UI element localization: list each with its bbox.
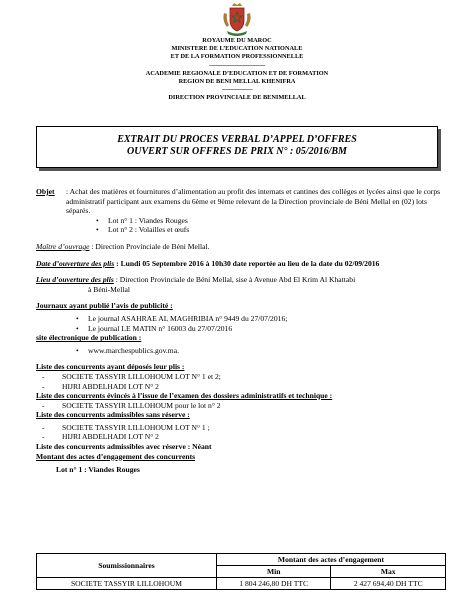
journaux-label: Journaux ayant publié l’avis de publicité :	[36, 301, 173, 311]
list-item: • Lot n° 1 : Viandes Rouges	[96, 216, 444, 226]
lieu-ouverture-text-2: à Béni-Mellal	[88, 284, 130, 294]
lieu-ouverture	[36, 275, 444, 285]
maitre-ouvrage	[36, 242, 444, 252]
header-formation: ET DE LA FORMATION PROFESSIONNELLE	[170, 53, 304, 61]
lieu-ouverture-text: : Direction Provinciale de Béni Mellal, sise à Avenue Abd El Krim Al Khattabi	[113, 275, 356, 285]
amounts-table	[36, 553, 446, 590]
ministry-header	[0, 37, 474, 103]
date-ouverture-text: : Lundi 05 Septembre 2016 à 10h30 date reportée au lieu de la date du 02/09/2016	[114, 258, 380, 268]
document-title-box	[36, 126, 438, 168]
evinces-label: Liste des concurrents évincés à l’issue de l’examen des dossiers administratifs et technique :	[36, 391, 333, 401]
lieu-ouverture-label: Lieu d’ouverture des plis	[36, 275, 114, 285]
objet-section	[36, 187, 444, 216]
site-link[interactable]: • www.marchespublics.gov.ma.	[76, 346, 444, 356]
document-body	[36, 187, 444, 475]
list-item: - HIJRI ABDELHADI LOT N° 2	[42, 382, 444, 392]
maitre-ouvrage-text: : Direction Provinciale de Béni Mellal.	[89, 241, 210, 251]
site-list	[76, 346, 444, 356]
col-montant: Montant des actes d’engagement	[216, 554, 445, 566]
header-region: REGION DE BENI MELLAL KHENIFRA	[178, 78, 296, 86]
col-max: Max	[331, 566, 446, 578]
cell-min: 1 804 246,80 DH TTC	[216, 578, 331, 590]
list-item: • Le journal LE MATIN n° 16003 du 27/07/2016	[76, 324, 444, 334]
concurrents-deposes-list	[42, 372, 444, 391]
list-item: • Lot n° 2 : Volailles et œufs	[96, 225, 444, 235]
sans-reserve-label: Liste des concurrents admissibles sans réserve :	[36, 410, 190, 420]
table-header-row	[37, 554, 446, 566]
concurrents-deposes-label: Liste des concurrents ayant déposés leur plis :	[36, 362, 185, 372]
header-kingdom: ROYAUME DU MAROC	[202, 37, 272, 44]
evinces-list	[42, 401, 444, 411]
montant-label: Montant des actes d’engagement des concurrents	[36, 451, 196, 461]
objet-text: : Achat des matières et fournitures d’alimentation au profit des internats et cantines des collèges et lycées ainsi que le corps administratif participant aux examens du 6ème et 9ème relevant de la Direction provinciale de Béni Mellal en (02) lots séparés.	[66, 187, 441, 216]
col-min: Min	[216, 566, 331, 578]
list-item: - SOCIETE TASSYIR LILLOHOUM LOT N° 1 ;	[42, 423, 444, 433]
document-title-line1: EXTRAIT DU PROCES VERBAL D’APPEL D’OFFRES	[117, 134, 357, 145]
avec-reserve-label: Liste des concurrents admissibles avec réserve : Néant	[36, 442, 212, 452]
royal-emblem-icon	[221, 3, 253, 37]
journaux-list	[76, 314, 444, 333]
date-ouverture	[36, 259, 444, 269]
maitre-ouvrage-label: Maître d’ouvrage	[36, 241, 90, 251]
header-ministry: MINISTERE DE L’EDUCATION NATIONALE	[171, 45, 303, 53]
header-separator-2: -------------------	[221, 86, 253, 94]
objet-label: Objet	[36, 187, 55, 196]
lot1-title: Lot n° 1 : Viandes Rouges	[56, 465, 140, 475]
header-academie: ACADEMIE REGIONALE D’EDUCATION ET DE FORMATION	[145, 69, 329, 77]
header-separator: -----------------------------------	[209, 61, 265, 69]
list-item: - HIJRI ABDELHADI LOT N° 2	[42, 432, 444, 442]
header-direction: DIRECTION PROVINCIALE DE BENIMELLAL	[168, 94, 306, 102]
col-soumissionnaires: Soumissionnaires	[37, 554, 217, 578]
lots-list	[96, 216, 444, 235]
document-title-line2: OUVERT SUR OFFRES DE PRIX N° : 05/2016/BM	[127, 146, 347, 157]
sans-reserve-list	[42, 423, 444, 442]
site-label: site électronique de publication :	[36, 333, 142, 343]
cell-max: 2 427 694,40 DH TTC	[331, 578, 446, 590]
list-item: - SOCIETE TASSYIR LILLOHOUM LOT N° 1 et 2;	[42, 372, 444, 382]
table-row	[37, 578, 446, 590]
cell-name: SOCIETE TASSYIR LILLOHOUM	[37, 578, 217, 590]
list-item: - SOCIETE TASSYIR LILLOHOUM pour le lot n° 2	[42, 401, 444, 411]
date-ouverture-label: Date d’ouverture des plis	[36, 258, 115, 268]
list-item: • Le journal ASAHRAE AL MAGHRIBIA n° 9449 du 27/07/2016;	[76, 314, 444, 324]
